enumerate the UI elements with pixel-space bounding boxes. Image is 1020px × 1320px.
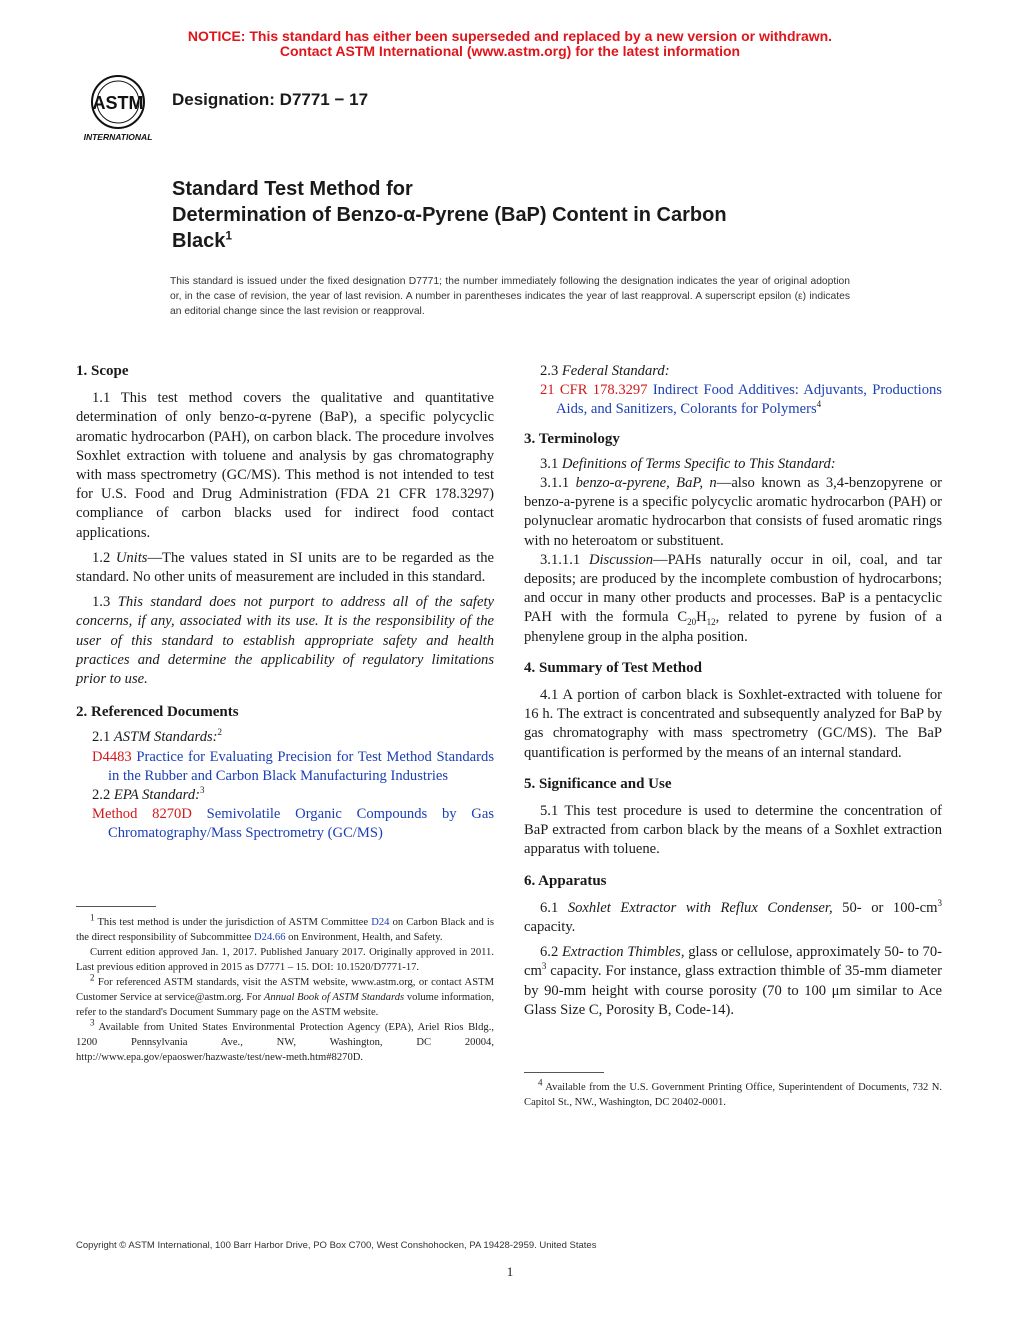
para-6-1: 6.1 Soxhlet Extractor with Reflux Condenser, 50- or $100-cm^3$ capacity. (524, 898, 942, 936)
footnote-rule-left (76, 906, 156, 907)
footnote-4: $^4$ Available from the U.S. Government Printing Office, Superintendent of Documents, 732 N. Capitol St., NW., Washington, DC 20402-0001. (524, 1077, 942, 1108)
page-number: 1 (506, 1264, 514, 1279)
section-heading-scope: 1. Scope (76, 363, 129, 379)
para-6-2: 6.2 Extraction Thimbles, glass or cellulose, approximately 50- to $70-cm^3$ capacity. For instance, glass extraction thimble of 35-mm diameter by 90-mm height with course porosity (70 to 100 μm similar to Ace Glass Size C, Porosity B, Code-14). (524, 944, 943, 1018)
para-2-3: 2.3 Federal Standard: (540, 363, 670, 379)
footnote-3: $^3$ Available from United States Environmental Protection Agency (EPA), Ariel Rios Bldg., 1200 Pennsylvania Ave., NW, Washington, DC 20004, http://www.epa.gov/epaoswer/hazwaste/test/new-meth.htm#8270D. (76, 1017, 494, 1063)
logo-sub: INTERNATIONAL (83, 132, 153, 142)
document-title (172, 176, 872, 254)
copyright-line: Copyright © ASTM International, 100 Barr Harbor Drive, PO Box C700, West Conshohocken, PA 19428-2959. United States (76, 1240, 597, 1251)
section-heading-terminology: 3. Terminology (524, 430, 620, 447)
link-d24[interactable]: D24 (371, 917, 390, 928)
title-line-3: Black (172, 230, 226, 252)
ref-21cfr-title[interactable]: Indirect Food Additives: Adjuvants, Productions Aids, and Sanitizers, Colorants for Polymers (556, 382, 942, 418)
para-3-1: 3.1 Definitions of Terms Specific to This Standard: (540, 455, 836, 472)
designation: Designation: D7771 − 17 (172, 90, 369, 109)
intro-note: This standard is issued under the fixed designation D7771; the number immediately following the designation indicates the year of original adoption or, in the case of revision, the year of last revision. A number in parentheses indicates the year of last reapproval. A superscript epsilon (ε) indicates an editorial change since the last revision or reapproval. (170, 276, 850, 317)
ref-d4483-title[interactable]: Practice for Evaluating Precision for Test Method Standards in the Rubber and Carbon Black Manufacturing Industries (108, 748, 494, 784)
title-footnote-ref[interactable]: 1 (225, 228, 233, 243)
footnote-1-edition: Current edition approved Jan. 1, 2017. Published January 2017. Originally approved in 2011. Last previous edition approved in 2015 as D7771 – 15. DOI: 10.1520/D7771-17. (76, 947, 494, 973)
left-column (76, 362, 494, 844)
para-4-1: 4.1 A portion of carbon black is Soxhlet-extracted with toluene for 16 h. The extract is concentrated and subsequently analyzed for BaP by gas chromatography with mass spectrometry (GC/MS). The BaP quantification is performed by the means of an internal standard. (524, 687, 942, 761)
para-5-1: 5.1 This test procedure is used to determine the concentration of BaP extracted from carbon black by the means of a Soxhlet extraction apparatus with toluene. (524, 803, 942, 858)
section-heading-summary: 4. Summary of Test Method (524, 659, 702, 676)
ref-d4483-code[interactable]: D4483 (92, 748, 132, 765)
para-1-3: 1.3 This standard does not purport to address all of the safety concerns, if any, associated with its use. It is the responsibility of the user of this standard to establish appropriate safety and health practices and determine the applicability of regulatory limitations prior to use. (76, 594, 494, 688)
section-heading-significance: 5. Significance and Use (524, 775, 672, 792)
ref-21cfr-code[interactable]: 21 CFR 178.3297 (540, 382, 648, 399)
ref-d4483[interactable] (76, 748, 494, 786)
title-line-2: Determination of Benzo-α-Pyrene (BaP) Content in Carbon (172, 204, 727, 226)
ref-8270d[interactable] (76, 805, 494, 843)
footnote-rule-right (524, 1072, 604, 1073)
para-1-2: 1.2 Units—The values stated in SI units are to be regarded as the standard. No other units of measurement are included in this standard. (76, 549, 494, 586)
notice-line-1: NOTICE: This standard has either been superseded and replaced by a new version or withdrawn. (187, 28, 833, 44)
link-d24-66[interactable]: D24.66 (254, 932, 286, 943)
para-1-1: 1.1 This test method covers the qualitative and quantitative determination of only benzo-α-pyrene (BaP), a specific polycyclic aromatic hydrocarbon (PAH), on carbon black. The procedure involves Soxhlet extraction with toluene and analysis by gas chromatography with mass spectrometry (GC/MS). This method is not intended to test for U.S. Food and Drug Administration (FDA 21 CFR 178.3297) compliance of carbon blacks used for indirect food contact applications. (76, 390, 494, 541)
astm-logo (76, 72, 162, 144)
ref-8270d-title[interactable]: Semivolatile Organic Compounds by Gas Chromatography/Mass Spectrometry (GC/MS) (108, 806, 494, 842)
para-2-2: 2.2 EPA Standard:$^3$ (92, 785, 205, 804)
para-3-1-1: 3.1.1 benzo-α-pyrene, BaP, n—also known as 3,4-benzopyrene or benzo-a-pyrene is a specific polycyclic aromatic hydrocarbon (PAH) or polynuclear aromatic hydrocarbon that consists of fused aromatic rings with no heteroatom or substituent. (524, 475, 942, 549)
ref-21cfr[interactable]: 21 CFR 178.3297 Indirect Food Additives: Adjuvants, Productions Aids, and Sanitizers, Colorants for Polymers$^4$ (540, 382, 942, 418)
footnotes-left (76, 912, 494, 1065)
footnote-2: $^2$ For referenced ASTM standards, visit the ASTM website, www.astm.org, or contact ASTM Customer Service at service@astm.org. For Annual Book of ASTM Standards volume information, refer to the standard's Document Summary page on the ASTM website. (76, 972, 494, 1018)
section-heading-apparatus: 6. Apparatus (524, 872, 607, 889)
footnote-1: $^1$ This test method is under the jurisdiction of ASTM Committee D24 on Carbon Black and is the direct responsibility of Subcommittee D24.66 on Environment, Health, and Safety. (76, 912, 494, 943)
section-heading-refdocs: 2. Referenced Documents (76, 704, 239, 721)
notice-line-2: Contact ASTM International (www.astm.org) for the latest information (279, 43, 741, 59)
logo-mark: ASTM (92, 93, 144, 113)
para-2-1: 2.1 ASTM Standards:$^2$ (92, 727, 223, 746)
right-column (524, 362, 942, 1020)
footnotes-right (524, 1077, 942, 1110)
title-line-1: Standard Test Method for (172, 178, 413, 200)
para-3-1-1-1: 3.1.1.1 Discussion—PAHs naturally occur in oil, coal, and tar deposits; are produced by the incomplete combustion of hydrocarbons; and occur in many other products and processes. BaP is a pentacyclic PAH with the formula $C_{20}H_{12}$, related to pyrene by fusion of a phenylene group in the alpha position. (524, 551, 943, 645)
ref-8270d-code[interactable]: Method 8270D (92, 806, 192, 823)
